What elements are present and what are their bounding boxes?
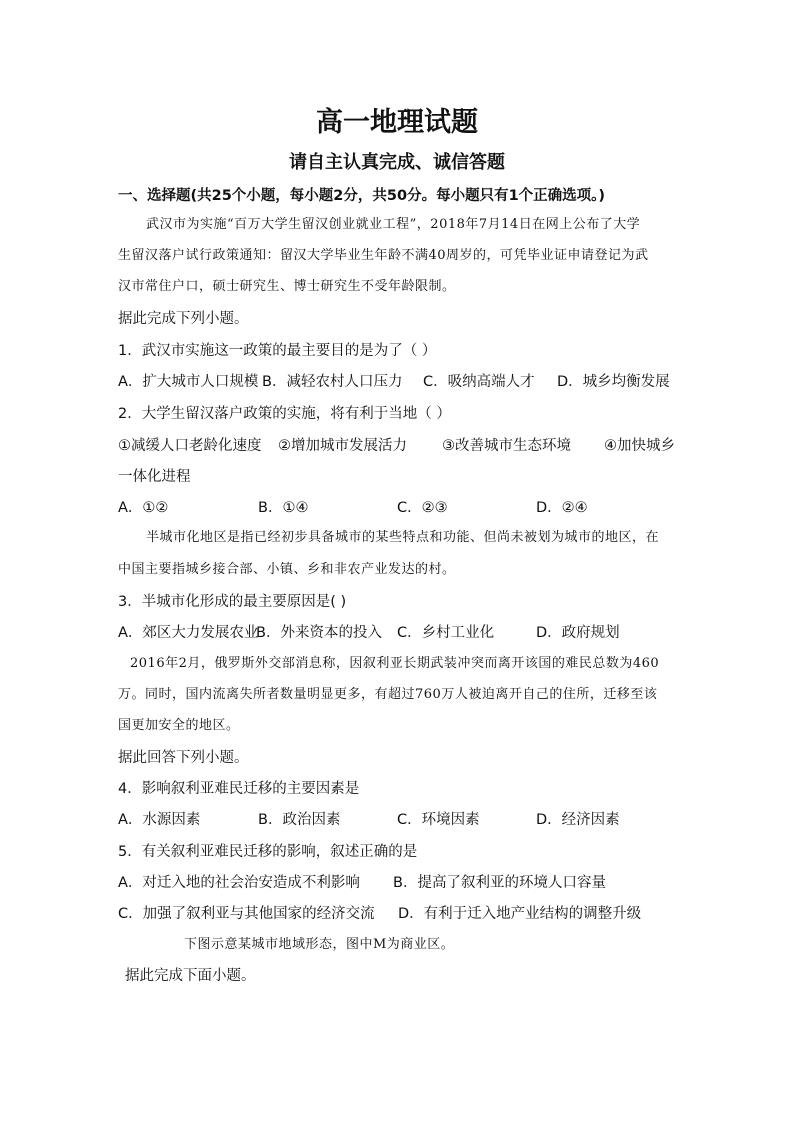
- q2-option-b: B．①④: [258, 500, 309, 516]
- q1-option-b: B．减轻农村人口压力: [262, 374, 403, 390]
- instruction: 据此完成下面小题。: [125, 968, 256, 984]
- q5-option-c: C．加强了叙利亚与其他国家的经济交流: [118, 906, 375, 922]
- q2-item-3: ③改善城市生态环境: [442, 438, 571, 454]
- q4-option-b: B．政治因素: [258, 812, 341, 828]
- page-subtitle: 请自主认真完成、诚信答题: [289, 152, 505, 173]
- instruction: 据此完成下列小题。: [118, 311, 249, 327]
- q4-option-a: A．水源因素: [118, 812, 201, 828]
- question-2-stem: 2．大学生留汉落户政策的实施，将有利于当地（ ）: [118, 406, 451, 422]
- q3-option-d: D．政府规划: [536, 625, 620, 641]
- q2-option-d: D．②④: [536, 500, 588, 516]
- q3-option-c: C．乡村工业化: [397, 625, 495, 641]
- q5-option-a: A．对迁入地的社会治安造成不利影响: [118, 875, 360, 891]
- q5-option-d: D．有利于迁入地产业结构的调整升级: [398, 906, 642, 922]
- question-5-stem: 5．有关叙利亚难民迁移的影响，叙述正确的是: [118, 844, 418, 860]
- q2-item-1: ①减缓人口老龄化速度: [118, 438, 262, 454]
- section-heading: 一、选择题(共25个小题，每小题2分，共50分。每小题只有1个正确选项。): [118, 188, 606, 204]
- question-3-stem: 3．半城市化形成的最主要原因是( ): [118, 594, 347, 610]
- passage-line: 生留汉落户试行政策通知：留汉大学毕业生年龄不满40周岁的，可凭毕业证申请登记为武: [118, 248, 649, 263]
- q2-item-4-continued: 一体化进程: [118, 469, 191, 485]
- q3-option-b: B．外来资本的投入: [256, 625, 382, 641]
- passage-line: 汉市常住户口，硕士研究生、博士研究生不受年龄限制。: [118, 279, 456, 294]
- passage-line: 武汉市为实施“百万大学生留汉创业就业工程”，2018年7月14日在网上公布了大学: [146, 217, 641, 232]
- q1-option-a: A．扩大城市人口规模: [118, 374, 259, 390]
- q2-option-a: A．①②: [118, 500, 169, 516]
- q2-item-4: ④加快城乡: [604, 438, 675, 454]
- passage-line: 中国主要指城乡接合部、小镇、乡和非农产业发达的村。: [118, 562, 456, 577]
- page-title: 高一地理试题: [316, 107, 478, 138]
- instruction: 据此回答下列小题。: [118, 750, 249, 766]
- question-1-stem: 1．武汉市实施这一政策的最主要目的是为了（ ）: [118, 343, 437, 359]
- q5-option-b: B．提高了叙利亚的环境人口容量: [393, 875, 606, 891]
- passage-line: 下图示意某城市地域形态，图中M为商业区。: [184, 937, 455, 952]
- q2-item-2: ②增加城市发展活力: [278, 438, 407, 454]
- passage-line: 万。同时，国内流离失所者数量明显更多，有超过760万人被迫离开自己的住所，迁移至该: [118, 687, 658, 702]
- q4-option-c: C．环境因素: [397, 812, 480, 828]
- question-4-stem: 4．影响叙利亚难民迁移的主要因素是: [118, 781, 360, 797]
- passage-line: 半城市化地区是指已经初步具备城市的某些特点和功能、但尚未被划为城市的地区，在: [146, 530, 660, 545]
- passage-line: 国更加安全的地区。: [118, 718, 240, 733]
- q3-option-a: A．郊区大力发展农业: [118, 625, 259, 641]
- q2-option-c: C．②③: [397, 500, 448, 516]
- passage-line: 2016年2月，俄罗斯外交部消息称，因叙利亚长期武装冲突而离开该国的难民总数为460: [130, 656, 660, 671]
- q4-option-d: D．经济因素: [536, 812, 620, 828]
- q1-option-d: D．城乡均衡发展: [557, 374, 670, 390]
- q1-option-c: C．吸纳高端人才: [423, 374, 535, 390]
